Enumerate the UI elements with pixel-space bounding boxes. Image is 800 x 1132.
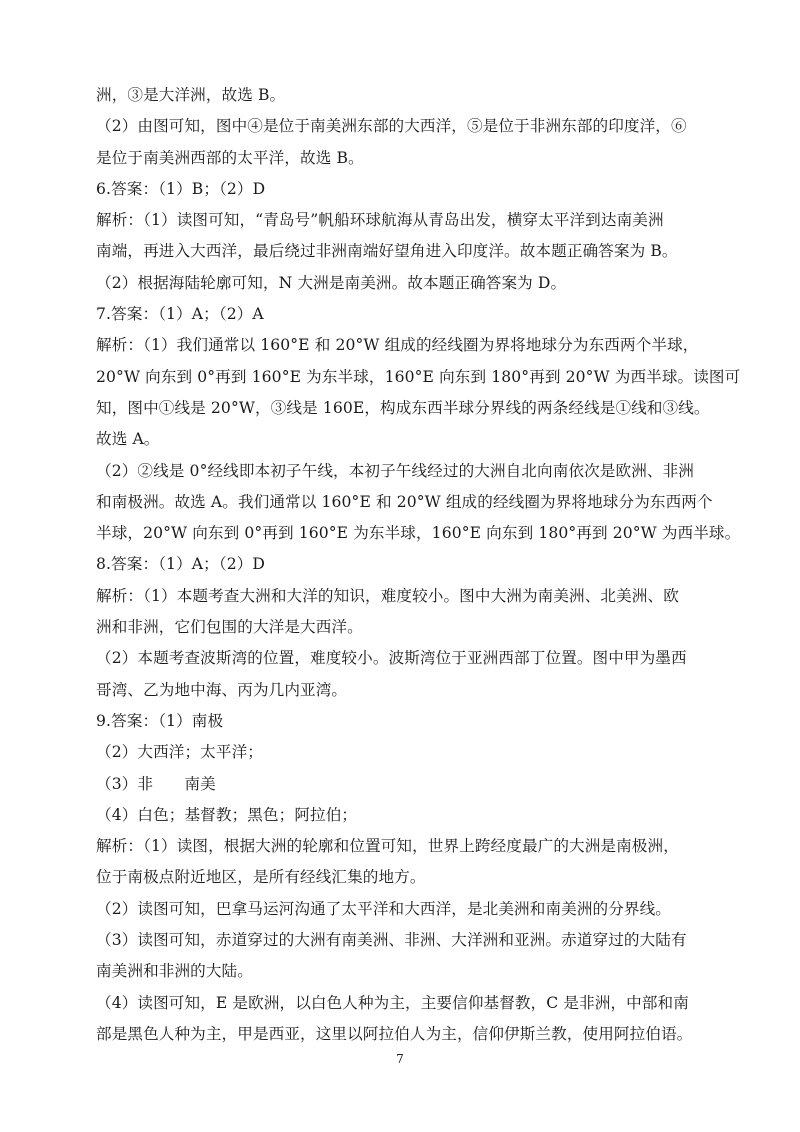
text-line: 哥湾、乙为地中海、丙为几内亚湾。 [96, 680, 348, 699]
text-line: （2）读图可知，巴拿马运河沟通了太平洋和大西洋，是北美洲和南美洲的分界线。 [96, 899, 671, 918]
text-line: （2）大西洋；太平洋； [96, 743, 263, 762]
text-line: （2）根据海陆轮廓可知，N 大洲是南美洲。故本题正确答案为 D。 [96, 273, 567, 292]
text-line: 解析：（1）读图，根据大洲的轮廓和位置可知，世界上跨经度最广的大洲是南极洲， [96, 837, 679, 856]
text-line: （2）本题考查波斯湾的位置，难度较小。波斯湾位于亚洲西部丁位置。图中甲为墨西 [96, 649, 687, 668]
text-line: （3）读图可知，赤道穿过的大洲有南美洲、非洲、大洋洲和亚洲。赤道穿过的大陆有 [96, 931, 687, 950]
text-line: 解析：（1）我们通常以 160°E 和 20°W 组成的经线圈为界将地球分为东西两个半球， [96, 336, 699, 355]
text-line: 20°W 向东到 0°再到 160°E 为东半球，160°E 向东到 180°再到 20°W 为西半球。读图可 [96, 367, 741, 386]
text-line: 洲和非洲，它们包围的大洋是大西洋。 [96, 618, 363, 637]
text-line: 故选 A。 [96, 430, 160, 449]
text-line: 洲，③是大洋洲，故选 B。 [96, 86, 286, 104]
text-line: 部是黑色人种为主，甲是西亚，这里以阿拉伯人为主，信仰伊斯兰教，使用阿拉伯语。 [96, 1024, 693, 1043]
answer-heading-7: 7.答案：（1）A；（2）A [96, 305, 264, 324]
text-line: 解析：（1）本题考查大洲和大洋的知识，难度较小。图中大洲为南美洲、北美洲、欧 [96, 586, 679, 605]
text-line: （2）②线是 0°经线即本初子午线，本初子午线经过的大洲自北向南依次是欧洲、非洲 [96, 461, 694, 480]
text-line: （2）由图可知，图中④是位于南美洲东部的大西洋，⑤是位于非洲东部的印度洋，⑥ [96, 117, 687, 136]
text-line: （3）非 南美 [96, 774, 216, 793]
page-number: 7 [396, 1052, 404, 1066]
text-line: 位于南极点附近地区，是所有经线汇集的地方。 [96, 868, 426, 887]
text-line: 解析：（1）读图可知，“青岛号”帆船环球航海从青岛出发，横穿太平洋到达南美洲 [96, 211, 664, 230]
text-line: 南美洲和非洲的大陆。 [96, 962, 253, 981]
answer-text-body [96, 86, 741, 1056]
answer-heading-9: 9.答案：（1）南极 [96, 711, 224, 730]
answer-heading-6: 6.答案：（1）B；（2）D [96, 179, 266, 198]
text-line: （4）读图可知，E 是欧洲，以白色人种为主，主要信仰基督教，C 是非洲，中部和南 [96, 993, 689, 1012]
text-line: 是位于南美洲西部的太平洋，故选 B。 [96, 148, 364, 167]
text-line: （4）白色；基督教；黑色；阿拉伯； [96, 805, 358, 824]
text-line: 知，图中①线是 20°W，③线是 160E，构成东西半球分界线的两条经线是①线和③线。 [96, 398, 710, 417]
text-line: 和南极洲。故选 A。我们通常以 160°E 和 20°W 组成的经线圈为界将地球分为东西两个 [96, 492, 713, 511]
text-line: 南端，再进入大西洋，最后绕过非洲南端好望角进入印度洋。故本题正确答案为 B。 [96, 242, 678, 261]
answer-heading-8: 8.答案：（1）A；（2）D [96, 555, 266, 574]
text-line: 半球，20°W 向东到 0°再到 160°E 为东半球，160°E 向东到 180°再到 20°W 为西半球。 [96, 524, 741, 543]
